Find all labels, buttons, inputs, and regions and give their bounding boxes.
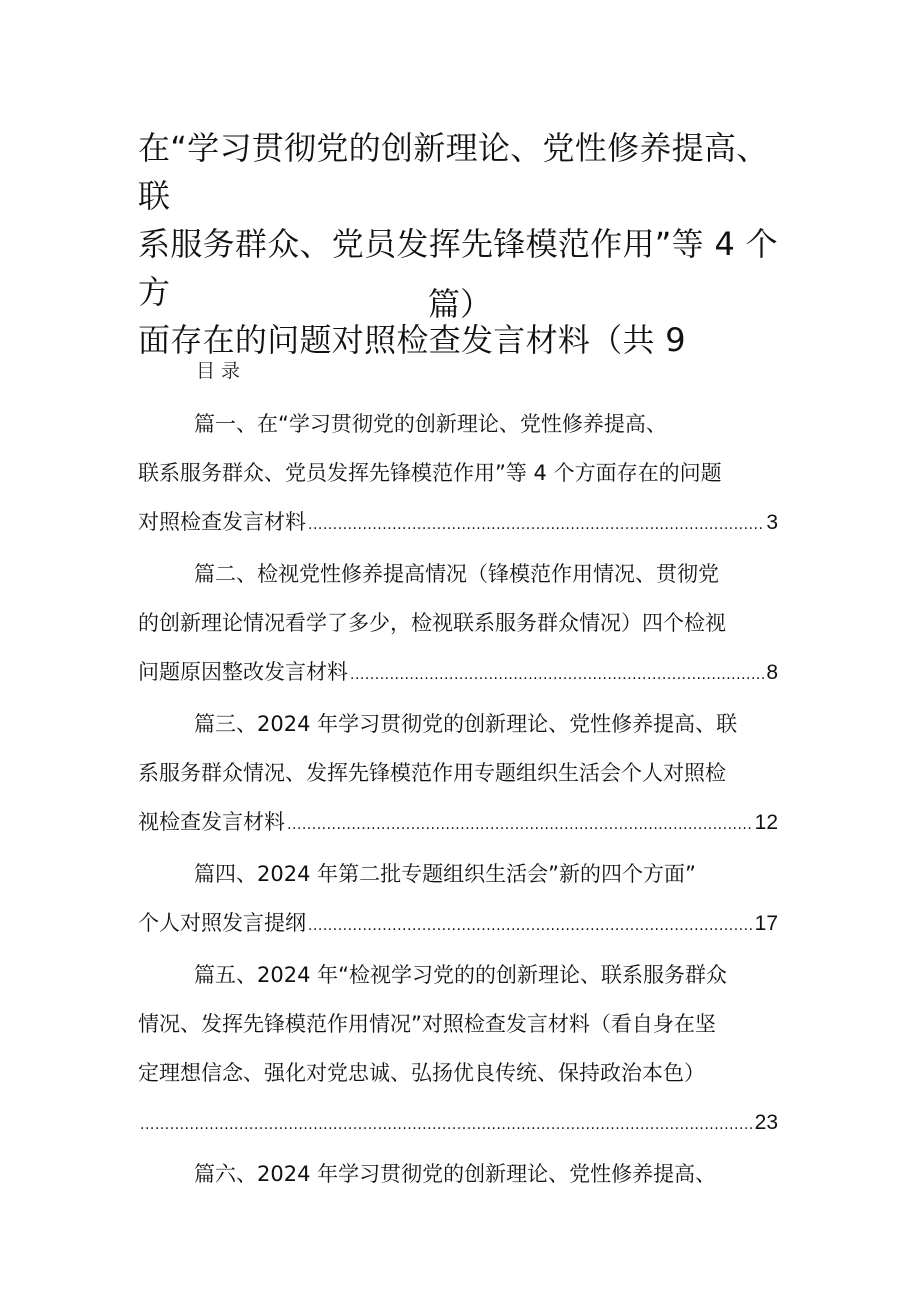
toc-leader-line: [138, 899, 778, 951]
toc-heading: 目录: [196, 360, 247, 382]
toc-entry-text: 视检查发言材料: [138, 810, 285, 834]
toc-page-number: 3: [766, 511, 778, 534]
toc-entry-text: 篇五、2024 年“检视学习党的的创新理论、联系服务群众: [194, 963, 727, 987]
toc-page-number: 8: [766, 661, 778, 684]
toc-entry[interactable]: [138, 700, 788, 850]
toc-leader-line: [138, 1098, 778, 1150]
toc-entry-text: 篇六、2024 年学习贯彻党的创新理论、党性修养提高、: [194, 1162, 717, 1186]
toc-entry-text: 篇四、2024 年第二批专题组织生活会”新的四个方面”: [194, 862, 696, 886]
dot-leader: [140, 1101, 753, 1150]
toc-entry-text: 个人对照发言提纲: [138, 911, 306, 935]
toc-entry-text: 篇一、在“学习贯彻党的创新理论、党性修养提高、: [194, 412, 667, 436]
toc-leader-line: [138, 498, 778, 550]
toc-entry-text: 定理想信念、强化对党忠诚、弘扬优良传统、保持政治本色）: [138, 1061, 705, 1085]
toc-page-number: 17: [754, 912, 778, 935]
toc-entry-text: 的创新理论情况看学了多少，检视联系服务群众情况）四个检视: [138, 611, 726, 635]
dot-leader: [287, 801, 753, 850]
toc-entry-text: 篇二、检视党性修养提高情况（锋模范作用情况、贯彻党: [194, 562, 719, 586]
title-line: 在“学习贯彻党的创新理论、党性修养提高、联: [138, 129, 769, 215]
toc-entry-text: 情况、发挥先锋模范作用情况”对照检查发言材料（看自身在坚: [138, 1012, 716, 1036]
toc-leader-line: [138, 648, 778, 700]
toc-entry[interactable]: [138, 400, 788, 550]
title-line: 系服务群众、党员发挥先锋模范作用”等 4 个方: [138, 225, 778, 311]
toc-entry[interactable]: [138, 850, 788, 951]
toc-entry-text: 联系服务群众、党员发挥先锋模范作用”等 4 个方面存在的问题: [138, 461, 722, 485]
toc-entry-text: 系服务群众情况、发挥先锋模范作用专题组织生活会个人对照检: [138, 761, 726, 785]
dot-leader: [308, 501, 764, 550]
toc-entry[interactable]: [138, 550, 788, 700]
toc-page-number: 12: [754, 811, 778, 834]
dot-leader: [350, 651, 764, 700]
title-line: 面存在的问题对照检查发言材料（共 9: [138, 321, 686, 359]
toc-entry[interactable]: [138, 951, 788, 1150]
dot-leader: [308, 902, 753, 951]
toc-leader-line: [138, 798, 778, 850]
toc-page-number: 23: [754, 1111, 778, 1134]
toc-entry-text: 对照检查发言材料: [138, 510, 306, 534]
toc-entry-text: 篇三、2024 年学习贯彻党的创新理论、党性修养提高、联: [194, 712, 738, 736]
document-title-tail: 篇）: [427, 285, 492, 323]
toc-entry-text: 问题原因整改发言材料: [138, 660, 348, 684]
document-title: [138, 124, 790, 364]
table-of-contents: [138, 400, 788, 1199]
toc-entry[interactable]: [138, 1150, 788, 1199]
